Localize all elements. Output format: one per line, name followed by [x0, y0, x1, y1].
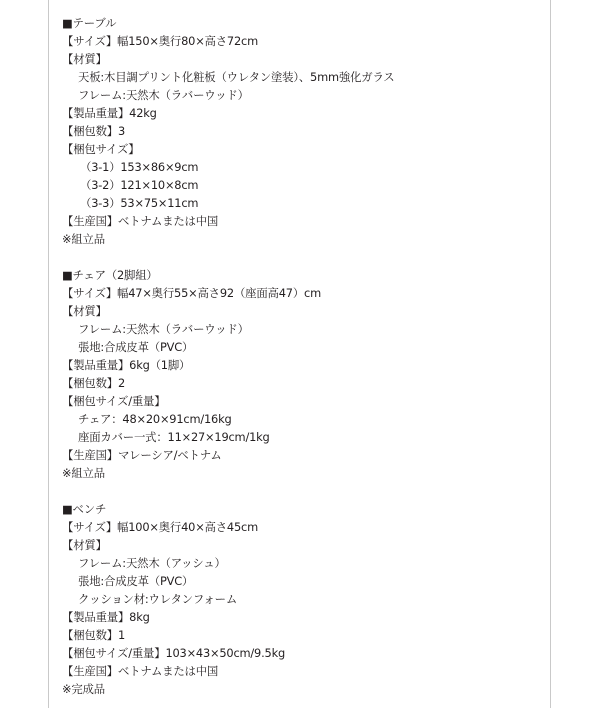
bench-spec-section: [62, 500, 542, 698]
section-heading: ■テーブル: [62, 16, 117, 30]
spec-detail-line: チェア：48×20×91cm/16kg: [78, 412, 232, 426]
spec-line: 【梱包数】2: [62, 376, 126, 390]
spec-detail-line: 張地:合成皮革（PVC）: [78, 574, 194, 588]
spec-line: 【梱包サイズ】: [62, 142, 140, 156]
spec-detail-line: フレーム:天然木（アッシュ）: [78, 556, 226, 570]
spec-line: 【材質】: [62, 304, 107, 318]
spec-line: 【製品重量】42kg: [62, 106, 157, 120]
spec-line: 【梱包数】3: [62, 124, 126, 138]
table-spec-section: [62, 14, 542, 248]
spec-detail-line: （3-3）53×75×11cm: [80, 196, 199, 210]
spec-line: 【製品重量】6kg（1脚）: [62, 358, 191, 372]
spec-line: ※組立品: [62, 232, 105, 246]
spec-detail-line: フレーム:天然木（ラバーウッド）: [78, 322, 249, 336]
section-heading: ■ベンチ: [62, 502, 107, 516]
spec-detail-line: 天板:木目調プリント化粧板（ウレタン塗装）、5mm強化ガラス: [78, 70, 395, 84]
spec-line: 【サイズ】幅47×奥行55×高さ92（座面高47）cm: [62, 286, 321, 300]
spec-line: 【生産国】ベトナムまたは中国: [62, 214, 219, 228]
spec-line: 【製品重量】8kg: [62, 610, 150, 624]
spec-detail-line: 座面カバー一式：11×27×19cm/1kg: [78, 430, 270, 444]
spec-line: 【梱包サイズ/重量】103×43×50cm/9.5kg: [62, 646, 285, 660]
section-heading: ■チェア（2脚組）: [62, 268, 158, 282]
spec-line: 【生産国】マレーシア/ベトナム: [62, 448, 222, 462]
spec-line: 【材質】: [62, 52, 107, 66]
spec-line: 【材質】: [62, 538, 107, 552]
spec-line: 【サイズ】幅150×奥行80×高さ72cm: [62, 34, 258, 48]
spec-detail-line: （3-2）121×10×8cm: [80, 178, 199, 192]
spec-line: 【生産国】ベトナムまたは中国: [62, 664, 219, 678]
spec-line: ※組立品: [62, 466, 105, 480]
spec-detail-line: （3-1）153×86×9cm: [80, 160, 199, 174]
spec-line: 【梱包サイズ/重量】: [62, 394, 166, 408]
spec-detail-line: フレーム:天然木（ラバーウッド）: [78, 88, 249, 102]
spec-detail-line: クッション材:ウレタンフォーム: [78, 592, 238, 606]
spec-line: 【梱包数】1: [62, 628, 126, 642]
spec-line: 【サイズ】幅100×奥行40×高さ45cm: [62, 520, 258, 534]
section-spacer: [62, 248, 542, 266]
section-spacer: [62, 482, 542, 500]
chair-spec-section: [62, 266, 542, 482]
spec-detail-line: 張地:合成皮革（PVC）: [78, 340, 194, 354]
product-spec-list: [62, 14, 542, 698]
spec-line: ※完成品: [62, 682, 105, 696]
